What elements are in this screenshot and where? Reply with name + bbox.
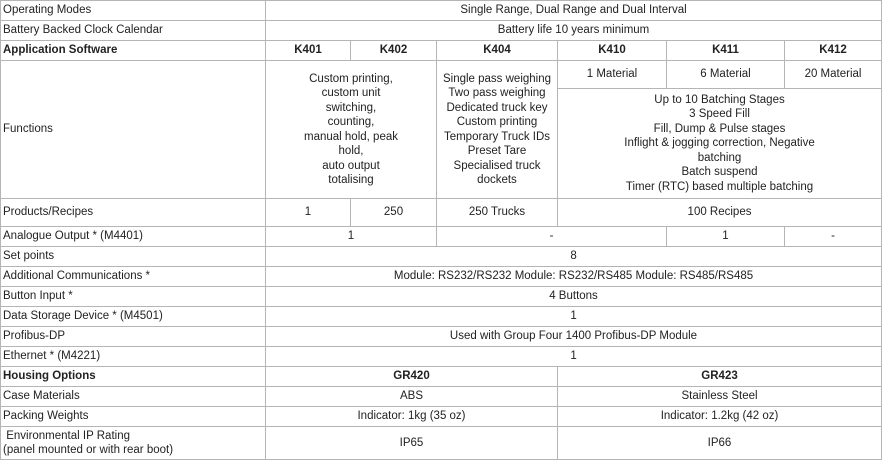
- cell: 1: [266, 307, 882, 327]
- function-line: batching: [697, 151, 742, 164]
- table-row: [1, 307, 882, 327]
- row-label: Operating Modes: [1, 1, 266, 21]
- cell: 8: [266, 247, 882, 267]
- row-label: Application Software: [1, 41, 266, 61]
- function-line: Temporary Truck IDs: [443, 130, 551, 143]
- table-row: [1, 1, 882, 21]
- table-row: [1, 227, 882, 247]
- cell: Indicator: 1kg (35 oz): [266, 407, 558, 427]
- function-line: dockets: [477, 174, 517, 186]
- cell: Used with Group Four 1400 Profibus-DP Module: [266, 327, 882, 347]
- model-header: K411: [667, 41, 785, 61]
- row-label: Data Storage Device * (M4501): [1, 307, 266, 327]
- cell: IP66: [558, 427, 882, 460]
- table-row: [1, 247, 882, 267]
- cell: Indicator: 1.2kg (42 oz): [558, 407, 882, 427]
- cell: 20 Material: [785, 61, 882, 89]
- cell: 1: [266, 347, 882, 367]
- cell: 1: [667, 227, 785, 247]
- row-label: Analogue Output * (M4401): [1, 227, 266, 247]
- row-label-line: Environmental IP Rating: [3, 429, 130, 442]
- function-line: counting,: [327, 116, 375, 128]
- cell: 1 Material: [558, 61, 667, 89]
- row-label: Set points: [1, 247, 266, 267]
- function-line: Inflight & jogging correction, Negative: [624, 137, 815, 150]
- row-label: Functions: [1, 61, 266, 199]
- cell: ABS: [266, 387, 558, 407]
- cell: -: [785, 227, 882, 247]
- function-line: Custom printing,: [309, 72, 393, 85]
- function-line: auto output: [322, 159, 380, 172]
- function-line: Timer (RTC) based multiple batching: [625, 180, 814, 193]
- row-label: Additional Communications *: [1, 267, 266, 287]
- function-line: manual hold, peak: [304, 130, 398, 143]
- cell: 1: [266, 227, 437, 247]
- cell: Stainless Steel: [558, 387, 882, 407]
- functions-k404: [437, 61, 558, 199]
- table-row: [1, 41, 882, 61]
- row-label: Battery Backed Clock Calendar: [1, 21, 266, 41]
- table-row: [1, 427, 882, 460]
- cell: -: [437, 227, 667, 247]
- table-row: [1, 387, 882, 407]
- model-header: K404: [437, 41, 558, 61]
- table-row: [1, 21, 882, 41]
- functions-batching: [558, 89, 882, 199]
- row-label-line: (panel mounted or with rear boot): [3, 444, 174, 456]
- cell: Module: RS232/RS232 Module: RS232/RS485 Module: RS485/RS485: [266, 267, 882, 287]
- function-line: Single pass weighing: [442, 72, 552, 85]
- cell: 1: [266, 199, 351, 227]
- model-header: K401: [266, 41, 351, 61]
- row-label: Products/Recipes: [1, 199, 266, 227]
- function-line: Custom printing: [456, 116, 538, 128]
- function-line: Preset Tare: [467, 145, 527, 157]
- cell: 6 Material: [667, 61, 785, 89]
- cell: Single Range, Dual Range and Dual Interval: [266, 1, 882, 21]
- cell: 4 Buttons: [266, 287, 882, 307]
- function-line: Fill, Dump & Pulse stages: [653, 122, 786, 135]
- function-line: Up to 10 Batching Stages: [654, 93, 785, 106]
- model-header: K410: [558, 41, 667, 61]
- table-row: [1, 199, 882, 227]
- row-label: Ethernet * (M4221): [1, 347, 266, 367]
- housing-header: GR420: [266, 367, 558, 387]
- cell: 250: [351, 199, 437, 227]
- row-label: [1, 427, 266, 460]
- function-line: Batch suspend: [681, 166, 758, 179]
- function-line: totalising: [328, 174, 374, 186]
- row-label: Housing Options: [1, 367, 266, 387]
- row-label: Button Input *: [1, 287, 266, 307]
- model-header: K402: [351, 41, 437, 61]
- function-line: 3 Speed Fill: [689, 108, 750, 121]
- housing-header: GR423: [558, 367, 882, 387]
- table-row: [1, 327, 882, 347]
- cell: Battery life 10 years minimum: [266, 21, 882, 41]
- row-label: Case Materials: [1, 387, 266, 407]
- table-row: [1, 287, 882, 307]
- cell: 100 Recipes: [558, 199, 882, 227]
- function-line: Dedicated truck key: [446, 101, 548, 114]
- row-label: Profibus-DP: [1, 327, 266, 347]
- table-row: [1, 367, 882, 387]
- functions-k401-k402: [266, 61, 437, 199]
- cell: 250 Trucks: [437, 199, 558, 227]
- function-line: Two pass weighing: [448, 87, 546, 99]
- table-row: [1, 347, 882, 367]
- model-header: K412: [785, 41, 882, 61]
- function-line: hold,: [338, 145, 364, 157]
- function-line: custom unit: [321, 87, 381, 99]
- table-row: [1, 407, 882, 427]
- table-row: [1, 61, 882, 89]
- row-label: Packing Weights: [1, 407, 266, 427]
- table-row: [1, 267, 882, 287]
- function-line: switching,: [325, 101, 377, 114]
- function-line: Specialised truck: [453, 159, 541, 172]
- cell: IP65: [266, 427, 558, 460]
